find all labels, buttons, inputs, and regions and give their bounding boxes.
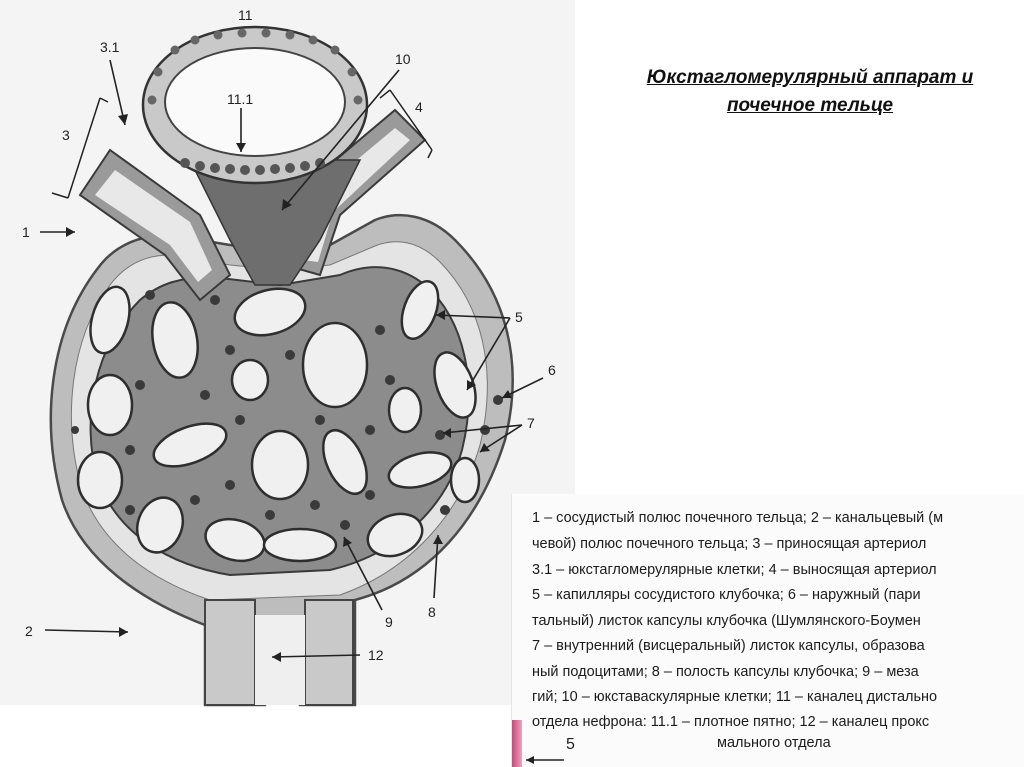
label-12: 12	[368, 647, 384, 663]
legend-panel	[512, 494, 1024, 767]
proximal-tubule	[205, 600, 255, 705]
legend-line: тальный) листок капсулы клубочка (Шумлянского-Боумен	[532, 613, 921, 629]
legend-line: 3.1 – юкстагломерулярные клетки; 4 – выносящая артериол	[532, 562, 937, 578]
label-3-1: 3.1	[100, 39, 120, 55]
label-2: 2	[25, 623, 33, 639]
legend-line: мального отдела	[717, 735, 831, 751]
distal-tubule-lumen	[165, 48, 345, 156]
legend-line: 7 – внутренний (висцеральный) листок капсулы, образова	[532, 638, 925, 654]
label-11: 11	[238, 7, 253, 23]
slide-title	[600, 64, 1020, 120]
label-11-1: 11.1	[227, 91, 254, 107]
legend-line: 1 – сосудистый полюс почечного тельца; 2 – канальцевый (м	[532, 510, 944, 526]
legend-line: 5 – капилляры сосудистого клубочка; 6 – наружный (пари	[532, 587, 921, 603]
label-3: 3	[62, 127, 70, 143]
legend-line: ный подоцитами; 8 – полость капсулы клубочка; 9 – меза	[532, 664, 919, 680]
label-5: 5	[515, 309, 523, 325]
label-4: 4	[415, 99, 423, 115]
label-1: 1	[22, 224, 30, 240]
label-9: 9	[385, 614, 393, 630]
proximal-tubule-right	[305, 600, 353, 705]
label-6: 6	[548, 362, 556, 378]
label-7: 7	[527, 415, 535, 431]
legend-line: гий; 10 – юкставаскулярные клетки; 11 – каналец дистально	[532, 689, 938, 705]
legend-line: отдела нефрона: 11.1 – плотное пятно; 12 – каналец прокс	[532, 714, 930, 730]
title-line-1: Юкстагломерулярный аппарат и	[646, 67, 974, 88]
legend-line: чевой) полюс почечного тельца; 3 – приносящая артериол	[532, 536, 927, 552]
label-10: 10	[395, 51, 411, 67]
label-8: 8	[428, 604, 436, 620]
title-line-2: почечное тельце	[726, 95, 894, 116]
corner-label-5: 5	[566, 736, 575, 753]
